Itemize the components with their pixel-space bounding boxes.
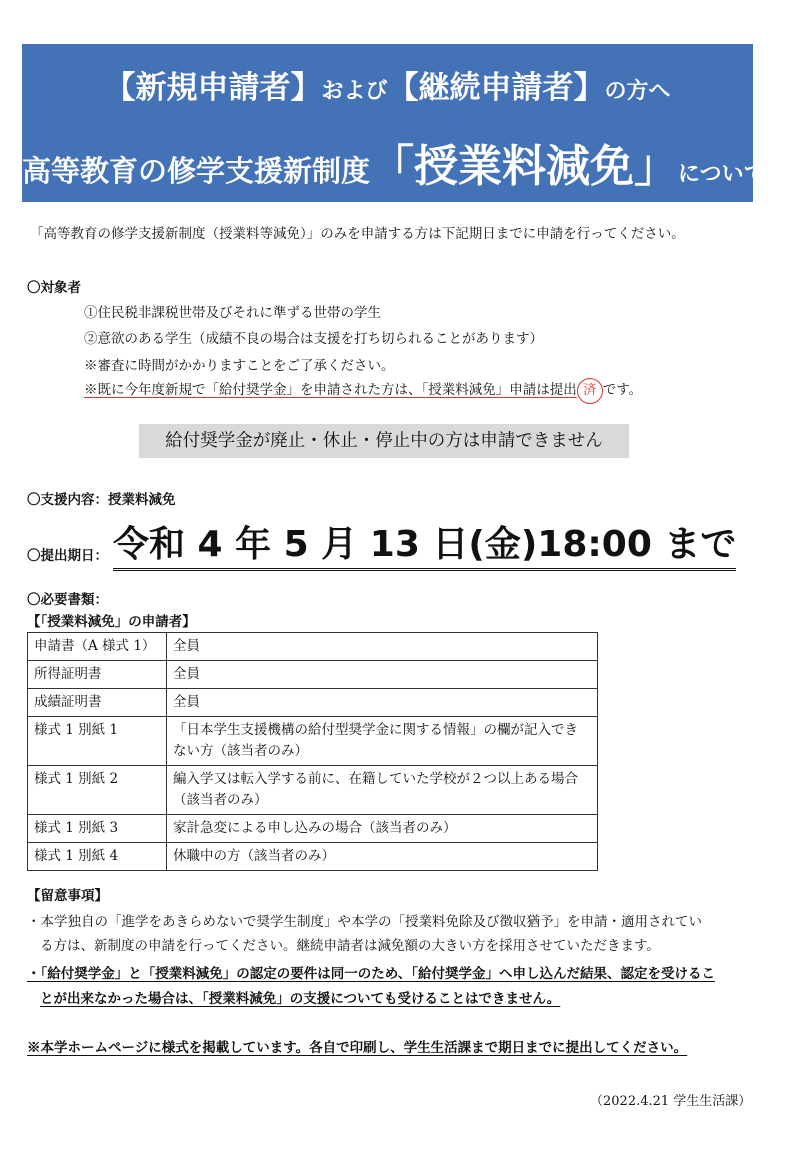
table-row bbox=[28, 815, 598, 843]
doc-target-cell: 家計急変による申し込みの場合（該当者のみ） bbox=[167, 815, 598, 843]
doc-name-cell: 所得証明書 bbox=[28, 661, 167, 689]
doc-target-cell: 編入学又は転入学する前に、在籍していた学校が２つ以上ある場合（該当者のみ） bbox=[167, 766, 598, 815]
target-note bbox=[84, 378, 642, 404]
banner-line-1 bbox=[22, 62, 753, 107]
submitted-stamp: 済 bbox=[577, 378, 603, 404]
doc-target-cell: 休職中の方（該当者のみ） bbox=[167, 843, 598, 871]
doc-target-cell: 全員 bbox=[167, 689, 598, 717]
target-heading: 〇対象者 bbox=[27, 280, 81, 296]
doc-name-cell: 様式 1 別紙 2 bbox=[28, 766, 167, 815]
documents-heading: 〇必要書類： bbox=[27, 592, 108, 608]
table-row bbox=[28, 766, 598, 815]
table-row bbox=[28, 689, 598, 717]
table-row bbox=[28, 717, 598, 766]
doc-name-cell: 様式 1 別紙 3 bbox=[28, 815, 167, 843]
intro-text: 「高等教育の修学支援新制度（授業料等減免）」のみを申請する方は下記期日までに申請を行ってください。 bbox=[30, 226, 685, 242]
banner-about: について bbox=[678, 162, 766, 187]
target-item-2: ②意欲のある学生（成績不良の場合は支援を打ち切られることがあります） bbox=[84, 331, 543, 347]
table-row bbox=[28, 661, 598, 689]
documents-table bbox=[27, 632, 598, 871]
support-content: 〇支援内容：授業料減免 bbox=[27, 492, 176, 508]
table-row bbox=[28, 843, 598, 871]
target-note-text: ※既に今年度新規で「給付奨学金」を申請された方は、「授業料減免」申請は提出 bbox=[84, 382, 577, 398]
banner-line-2 bbox=[22, 130, 766, 194]
note-2-line-1: ・「給付奨学金」と「授業料減免」の認定の要件は同一のため、「給付奨学金」へ申し込んだ結果、認定を受けるこ bbox=[27, 966, 715, 982]
note-1-line-2: る方は、新制度の申請を行ってください。継続申請者は減免額の大きい方を採用させていただきます。 bbox=[40, 938, 660, 954]
deadline-label: 〇提出期日： bbox=[27, 548, 108, 564]
banner-system-name: 高等教育の修学支援新制度 bbox=[22, 154, 371, 188]
notice-banner: 給付奨学金が廃止・休止・停止中の方は申請できません bbox=[139, 424, 629, 458]
notes-heading: 【留意事項】 bbox=[27, 888, 108, 904]
target-note-end: です。 bbox=[602, 382, 643, 398]
note-1-line-1: ・本学独自の「進学をあきらめないで奨学生制度」や本学の「授業料免除及び徴収猶予」を申請・適用されてい bbox=[27, 914, 702, 930]
banner-continuing-applicants: 【継続申請者】 bbox=[387, 70, 605, 106]
doc-target-cell: 全員 bbox=[167, 633, 598, 661]
footer-date-dept: （2022.4.21 学生生活課） bbox=[590, 1094, 752, 1109]
banner-tuition-reduction: 「授業料減免」 bbox=[370, 141, 679, 192]
deadline-value: 令和 4 年 5 月 13 日(金)18:00 まで bbox=[113, 524, 736, 571]
doc-target-cell: 「日本学生支援機構の給付型奨学金に関する情報」の欄が記入できない方（該当者のみ） bbox=[167, 717, 598, 766]
target-item-1: ①住民税非課税世帯及びそれに準ずる世帯の学生 bbox=[84, 305, 381, 321]
banner-and: および bbox=[321, 79, 388, 104]
doc-name-cell: 申請書（A 様式 1） bbox=[28, 633, 167, 661]
doc-target-cell: 全員 bbox=[167, 661, 598, 689]
title-banner bbox=[22, 44, 766, 202]
documents-subheading: 【「授業料減免」の申請者】 bbox=[27, 614, 196, 630]
table-row bbox=[28, 633, 598, 661]
doc-name-cell: 様式 1 別紙 1 bbox=[28, 717, 167, 766]
homepage-note: ※本学ホームページに様式を掲載しています。各自で印刷し、学生生活課まで期日までに提出してください。 bbox=[27, 1040, 688, 1056]
doc-name-cell: 様式 1 別紙 4 bbox=[28, 843, 167, 871]
note-2-line-2: とが出来なかった場合は、「授業料減免」の支援についても受けることはできません。 bbox=[40, 991, 561, 1007]
doc-name-cell: 成績証明書 bbox=[28, 689, 167, 717]
banner-new-applicants: 【新規申請者】 bbox=[104, 70, 322, 106]
target-item-3: ※審査に時間がかかりますことをご了承ください。 bbox=[84, 358, 395, 374]
banner-to: の方へ bbox=[604, 79, 671, 104]
